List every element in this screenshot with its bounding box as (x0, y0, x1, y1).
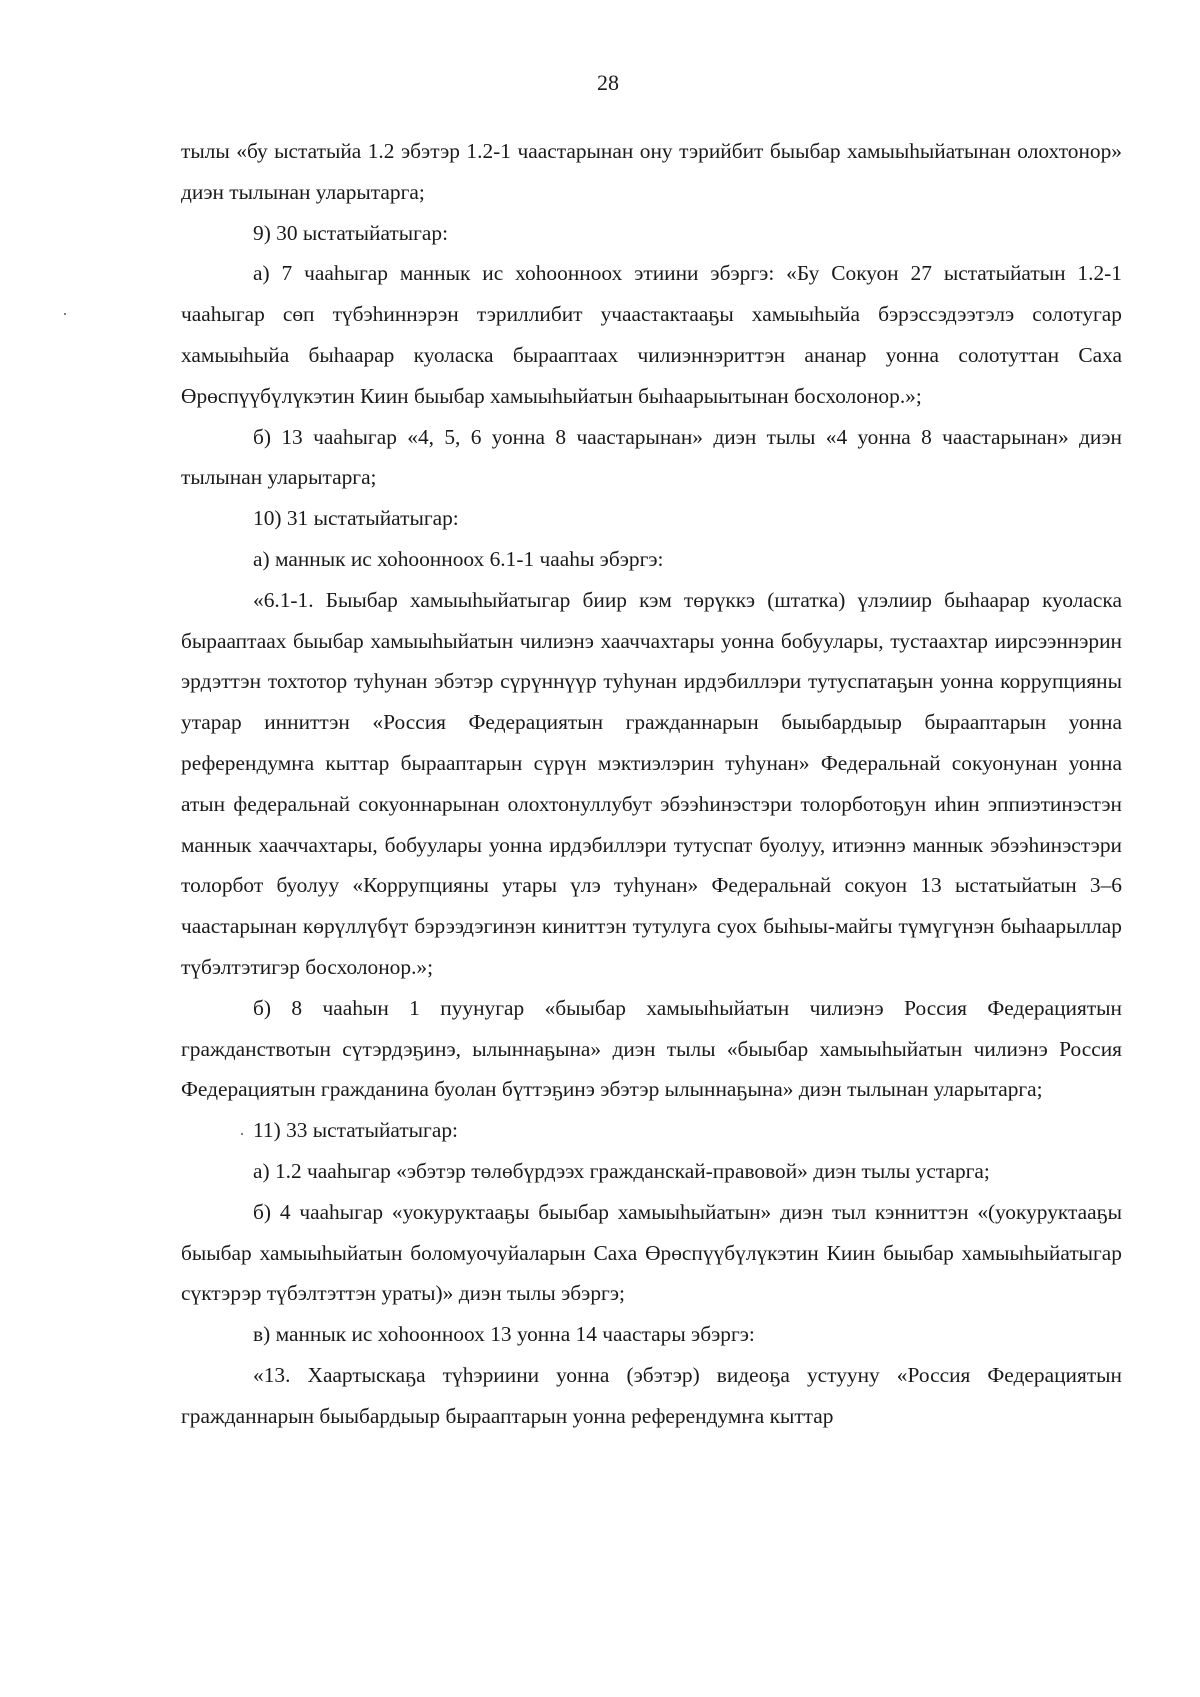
paragraph-9a: а) 7 чааһыгар маннык ис хоһоонноох этиини эбэргэ: «Бу Сокуон 27 ыстатыйатын 1.2-1 чааһыгар сөп түбэһиннэрэн тэриллибит учаастактааҕы хамыыһыйа бэрэссэдээтэлэ солотугар хамыыһыйа быһаарар куоласка бырааптаах чилиэннэриттэн ананар уонна солотуттан Саха Өрөспүүбүлүкэтин Киин быыбар хамыыһыйатын быһаарыытынан босхолонор.»; (181, 261, 1122, 408)
paragraph-10b: б) 8 чааһын 1 пуунугар «быыбар хамыыһыйатын чилиэнэ Россия Федерациятын гражданствотын сүтэрдэҕинэ, ылыннаҕына» диэн тылы «быыбар хамыыһыйатын чилиэнэ Россия Федерациятын гражданина буолан бүттэҕинэ эбэтэр ылыннаҕына» диэн тылынан уларытарга; (181, 995, 1122, 1102)
paragraph-11b: б) 4 чааһыгар «уокуруктааҕы быыбар хамыыһыйатын» диэн тыл кэнниттэн «(уокуруктааҕы быыбар хамыыһыйатын боломуочуйаларын Саха Өрөспүүбүлүкэтин Киин быыбар хамыыһыйатыгар сүктэрэр түбэлтэттэн ураты)» диэн тылы эбэргэ; (181, 1199, 1122, 1306)
paragraph-continuation: тылы «бу ыстатыйа 1.2 эбэтэр 1.2-1 чаастарынан ону тэрийбит быыбар хамыыһыйатынан олохтонор» диэн тылынан уларытарга; (181, 139, 1122, 204)
page-number: 28 (597, 70, 619, 95)
paragraph-13: «13. Хаартыскаҕа түһэриини уонна (эбэтэр) видеоҕа устууну «Россия Федерациятын гражданнарын быыбардыыр бырааптарын уонна референдумҥа кыттар (181, 1362, 1122, 1428)
paragraph-item-11: 11) 33 ыстатыйатыгар: (253, 1118, 458, 1143)
scan-speck (64, 313, 66, 315)
paragraph-item-9: 9) 30 ыстатыйатыгар: (253, 220, 449, 245)
paragraph-9b: б) 13 чааһыгар «4, 5, 6 уонна 8 чаастарынан» диэн тылы «4 уонна 8 чаастарынан» диэн тылынан уларытарга; (181, 424, 1122, 490)
scan-speck (241, 1133, 243, 1135)
document-body (181, 131, 1122, 1437)
paragraph-11v: в) маннык ис хоһоонноох 13 уонна 14 чаастары эбэргэ: (253, 1322, 755, 1347)
paragraph-6-1-1: «6.1-1. Быыбар хамыыһыйатыгар биир кэм төрүккэ (штатка) үлэлиир быһаарар куоласка бырааптаах быыбар хамыыһыйатын чилиэнэ хааччахтары уонна бобуулары, тустаахтар иирсээннэрин эрдэттэн тохтотор туһунан эбэтэр сүрүннүүр туһунан ирдэбиллэри тутуспатаҕын уонна коррупцияны утарар инниттэн «Россия Федерациятын гражданнарын быыбардыыр бырааптарын уонна референдумҥа кыттар бырааптарын сүрүн мэктиэлэрин туһунан» Федеральнай сокуонунан уонна атын федеральнай сокуоннарынан олохтонуллубут эбээһинэстэри толорботоҕун иһин эппиэтинэстэн маннык хааччахтары, бобуулары уонна ирдэбиллэри тутуспат буолуу, итиэннэ маннык эбээһинэстэри толорбот буолуу «Коррупцияны утары үлэ туһунан» Федеральнай сокуон 13 ыстатыйатын 3–6 чаастарынан көрүллүбүт бэрээдэгинэн киниттэн тутулуга суох быһыы-майгы түмүгүнэн быһаарыллар түбэлтэтигэр босхолонор.»; (181, 587, 1122, 979)
paragraph-item-10: 10) 31 ыстатыйатыгар: (253, 506, 459, 531)
paragraph-10a: а) маннык ис хоһоонноох 6.1-1 чааһы эбэргэ: (253, 546, 664, 571)
paragraph-11a: а) 1.2 чааһыгар «эбэтэр төлөбүрдээх гражданскай-правовой» диэн тылы устарга; (253, 1158, 990, 1183)
